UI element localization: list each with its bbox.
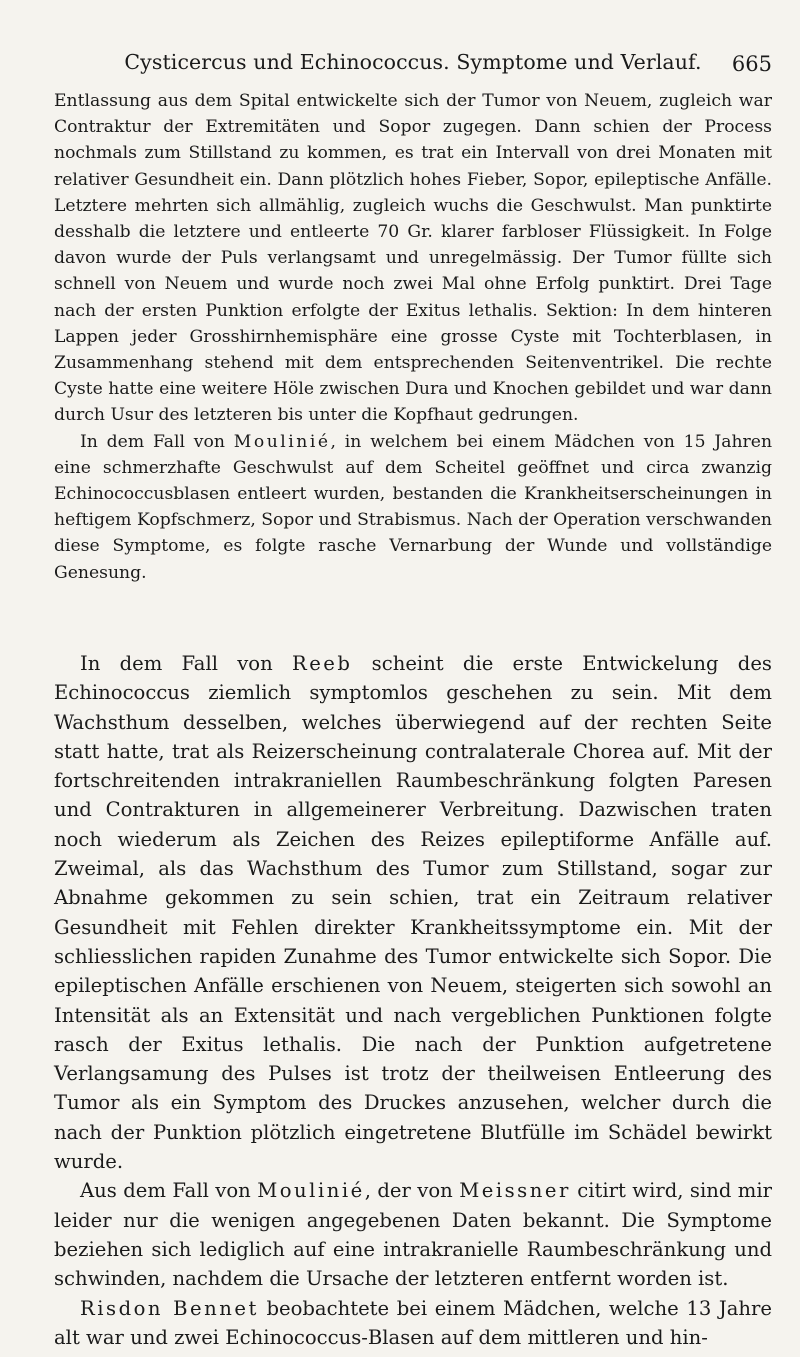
running-header — [54, 50, 772, 80]
author-name: Meissner — [459, 1179, 571, 1203]
author-name: Risdon Bennet — [80, 1296, 259, 1320]
author-name: Moulinié — [257, 1179, 365, 1203]
author-name: Reeb — [291, 652, 353, 675]
running-title: Cysticercus und Echinococcus. Symptome und Verlauf. — [124, 50, 702, 74]
page-number: 665 — [731, 52, 772, 76]
paragraph-text: , in welchem bei einem Mädchen von 15 Jahren eine schmerzhafte Geschwulst auf dem Scheitel geöffnet und circa zwanzig Echinococcusblasen entleert wurden, bestanden die Krankheitserscheinungen in heftigem Kopfschmerz, Sopor und Strabismus. Nach der Operation verschwanden diese Symptome, es folgte rasche Vernarbung der Wunde und vollständige Genesung. — [54, 431, 773, 583]
case-continuation-paragraph — [54, 88, 772, 429]
paragraph-mid: , der von — [364, 1179, 460, 1203]
paragraph-lead: Aus dem Fall von — [80, 1179, 258, 1203]
moulinie-case-paragraph — [54, 429, 772, 586]
paragraph-text: scheint die erste Entwickelung des Echinococcus ziemlich symptomlos geschehen zu sein. Mit dem Wachsthum desselben, welches überwiegend auf der rechten Seite statt hatte, trat als Reizerscheinung contralaterale Chorea auf. Mit der fortschreitenden intrakraniellen Raumbeschränkung folgten Paresen und Contrakturen in allgemeinerer Verbreitung. Dazwischen traten noch wiederum als Zeichen des Reizes epileptiforme Anfälle auf. Zweimal, als das Wachsthum des Tumor zum Stillstand, sogar zur Abnahme gekommen zu sein schien, trat ein Zeitraum relativer Gesundheit mit Fehlen direkter Krankheitssymptome ein. Mit der schliesslichen rapiden Zunahme des Tumor entwickelte sich Sopor. Die epileptischen Anfälle erschienen von Neuem, steigerten sich sowohl an Intensität als an Extensität und nach vergeblichen Punktionen folgte rasch der Exitus lethalis. Die nach der Punktion aufgetretene Verlangsamung des Pulses ist trotz der theilweisen Entleerung des Tumor als ein Symptom des Druckes anzusehen, welcher durch die nach der Punktion plötzlich eingetretene Blutfülle im Schädel bewirkt wurde. — [54, 652, 772, 1174]
large-print-section — [54, 649, 772, 1352]
reeb-discussion-paragraph — [54, 649, 772, 1176]
risdon-bennet-paragraph — [54, 1294, 772, 1353]
paragraph-text: citirt wird, sind mir leider nur die wenigen angegebenen Daten bekannt. Die Symptome beziehen sich lediglich auf eine intrakranielle Raumbeschränkung und schwinden, nachdem die Ursache der letzteren entfernt worden ist. — [54, 1179, 773, 1291]
author-name: Moulinié — [233, 431, 331, 452]
paragraph-lead: In dem Fall von — [80, 652, 292, 675]
paragraph-lead: In dem Fall von — [80, 431, 234, 452]
paragraph-text: beobachtete bei einem Mädchen, welche 13 Jahre alt war und zwei Echinococcus-Blasen auf dem mittleren und hin- — [54, 1296, 772, 1349]
paragraph-text: Entlassung aus dem Spital entwickelte sich der Tumor von Neuem, zugleich war Contraktur der Extremitäten und Sopor zugegen. Dann schien der Process nochmals zum Stillstand zu kommen, es trat ein Intervall von drei Monaten mit relativer Gesundheit ein. Dann plötzlich hohes Fieber, Sopor, epileptische Anfälle. Letztere mehrten sich allmählig, zugleich wuchs die Geschwulst. Man punktirte desshalb die letztere und entleerte 70 Gr. klarer farbloser Flüssigkeit. In Folge davon wurde der Puls verlangsamt und unregelmässig. Der Tumor füllte sich schnell von Neuem und wurde noch zwei Mal ohne Erfolg punktirt. Drei Tage nach der ersten Punktion erfolgte der Exitus lethalis. Sektion: In dem hinteren Lappen jeder Grosshirnhemisphäre eine grosse Cyste mit Tochterblasen, in Zusammenhang stehend mit dem entsprechenden Seitenventrikel. Die rechte Cyste hatte eine weitere Höle zwischen Dura und Knochen gebildet und war dann durch Usur des letzteren bis unter die Kopfhaut gedrungen. — [54, 91, 772, 426]
moulinie-discussion-paragraph — [54, 1176, 772, 1293]
small-print-section — [54, 88, 772, 586]
